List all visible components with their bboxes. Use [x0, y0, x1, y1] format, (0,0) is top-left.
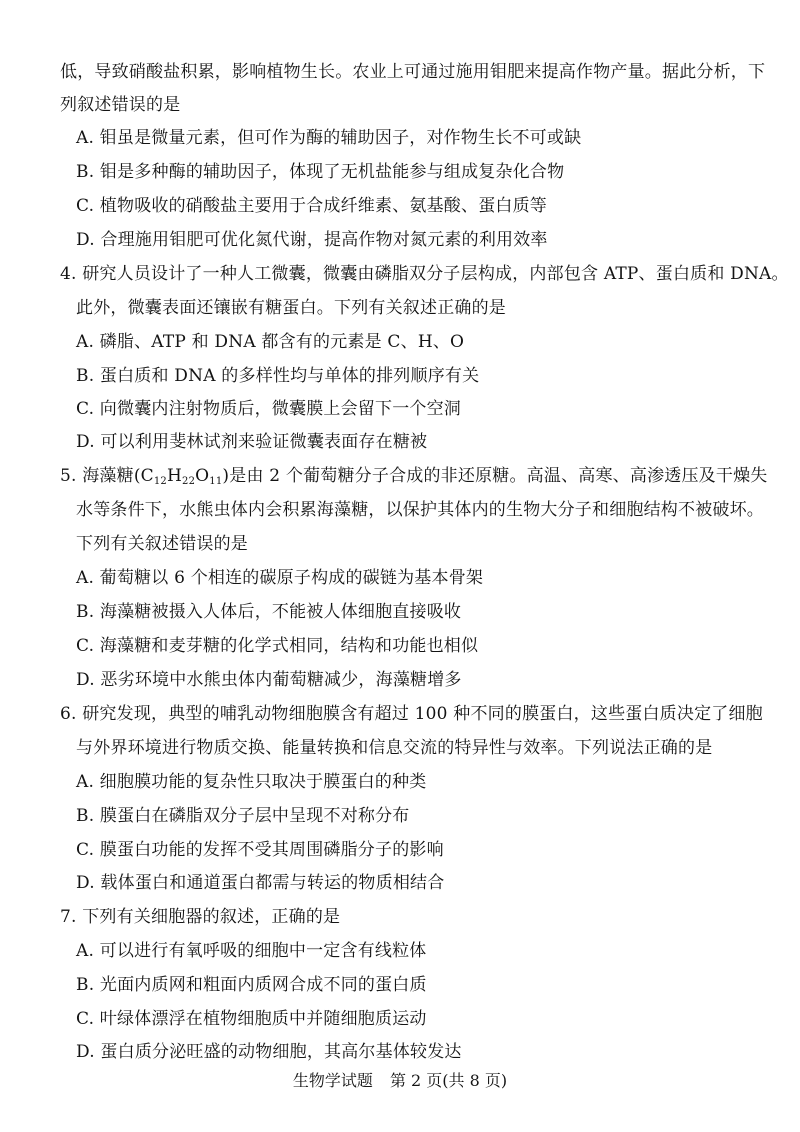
question-6-option-d: D. 载体蛋白和通道蛋白都需与转运的物质相结合: [76, 873, 445, 893]
question-4-option-d: D. 可以利用斐林试剂来验证微囊表面存在糖被: [76, 432, 428, 452]
trehalose-formula: [141, 466, 223, 486]
question-7-option-d: D. 蛋白质分泌旺盛的动物细胞，其高尔基体较发达: [76, 1042, 462, 1062]
question-6-option-b: B. 膜蛋白在磷脂双分子层中呈现不对称分布: [76, 806, 410, 826]
question-7-option-c: C. 叶绿体漂浮在植物细胞质中并随细胞质运动: [76, 1009, 427, 1029]
question-7-option-b: B. 光面内质网和粗面内质网合成不同的蛋白质: [76, 975, 427, 995]
question-5-stem-suffix: )是由 2 个葡萄糖分子合成的非还原糖。高温、高寒、高渗透压及干燥失: [222, 466, 768, 486]
footer-subject: 生物学试题: [292, 1071, 373, 1090]
question-3-option-b: B. 钼是多种酶的辅助因子，体现了无机盐能参与组成复杂化合物: [76, 162, 565, 182]
question-4-stem-line-1: 4. 研究人员设计了一种人工微囊，微囊由磷脂双分子层构成，内部包含 ATP、蛋白质和 DNA。: [60, 264, 789, 284]
question-3-option-d: D. 合理施用钼肥可优化氮代谢，提高作物对氮元素的利用效率: [76, 230, 548, 250]
question-5-option-b: B. 海藻糖被摄入人体后，不能被人体细胞直接吸收: [76, 602, 462, 622]
question-6-stem-line-2: 与外界环境进行物质交换、能量转换和信息交流的特异性与效率。下列说法正确的是: [76, 738, 713, 758]
question-5-stem-line-3: 下列有关叙述错误的是: [76, 534, 248, 554]
question-5-stem-prefix: 5. 海藻糖(: [60, 466, 141, 486]
formula-oxygen: O: [195, 466, 210, 486]
formula-carbon-count: 12: [153, 476, 167, 487]
question-4-option-b: B. 蛋白质和 DNA 的多样性均与单体的排列顺序有关: [76, 366, 480, 386]
question-4-option-a: A. 磷脂、ATP 和 DNA 都含有的元素是 C、H、O: [76, 332, 465, 352]
question-3-stem-line-2: 列叙述错误的是: [60, 95, 181, 115]
question-5-option-d: D. 恶劣环境中水熊虫体内葡萄糖减少，海藻糖增多: [76, 670, 462, 690]
question-4-stem-line-2: 此外，微囊表面还镶嵌有糖蛋白。下列有关叙述正确的是: [76, 298, 506, 318]
question-5-option-c: C. 海藻糖和麦芽糖的化学式相同，结构和功能也相似: [76, 636, 479, 656]
question-7-stem-line-1: 7. 下列有关细胞器的叙述，正确的是: [60, 907, 341, 927]
question-5-stem-line-1: [60, 464, 767, 494]
formula-hydrogen: H: [167, 466, 183, 486]
question-6-stem-line-1: 6. 研究发现，典型的哺乳动物细胞膜含有超过 100 种不同的膜蛋白，这些蛋白质决定了细胞: [60, 704, 763, 724]
question-7-option-a: A. 可以进行有氧呼吸的细胞中一定含有线粒体: [76, 941, 427, 961]
formula-hydrogen-count: 22: [182, 476, 196, 487]
question-5-option-a: A. 葡萄糖以 6 个相连的碳原子构成的碳链为基本骨架: [76, 568, 484, 588]
page-footer: [0, 1069, 800, 1093]
formula-oxygen-count: 11: [209, 476, 223, 487]
question-3-option-c: C. 植物吸收的硝酸盐主要用于合成纤维素、氨基酸、蛋白质等: [76, 196, 548, 216]
question-6-option-c: C. 膜蛋白功能的发挥不受其周围磷脂分子的影响: [76, 840, 444, 860]
question-3-option-a: A. 钼虽是微量元素，但可作为酶的辅助因子，对作物生长不可或缺: [76, 128, 582, 148]
footer-page-number: 第 2 页(共 8 页): [389, 1071, 508, 1090]
question-5-stem-line-2: 水等条件下，水熊虫体内会积累海藻糖，以保护其体内的生物大分子和细胞结构不被破坏。: [76, 500, 764, 520]
question-3-stem-line-1: 低，导致硝酸盐积累，影响植物生长。农业上可通过施用钼肥来提高作物产量。据此分析，下: [60, 62, 766, 82]
formula-carbon: C: [140, 466, 154, 486]
question-6-option-a: A. 细胞膜功能的复杂性只取决于膜蛋白的种类: [76, 772, 427, 792]
question-4-option-c: C. 向微囊内注射物质后，微囊膜上会留下一个空洞: [76, 399, 462, 419]
